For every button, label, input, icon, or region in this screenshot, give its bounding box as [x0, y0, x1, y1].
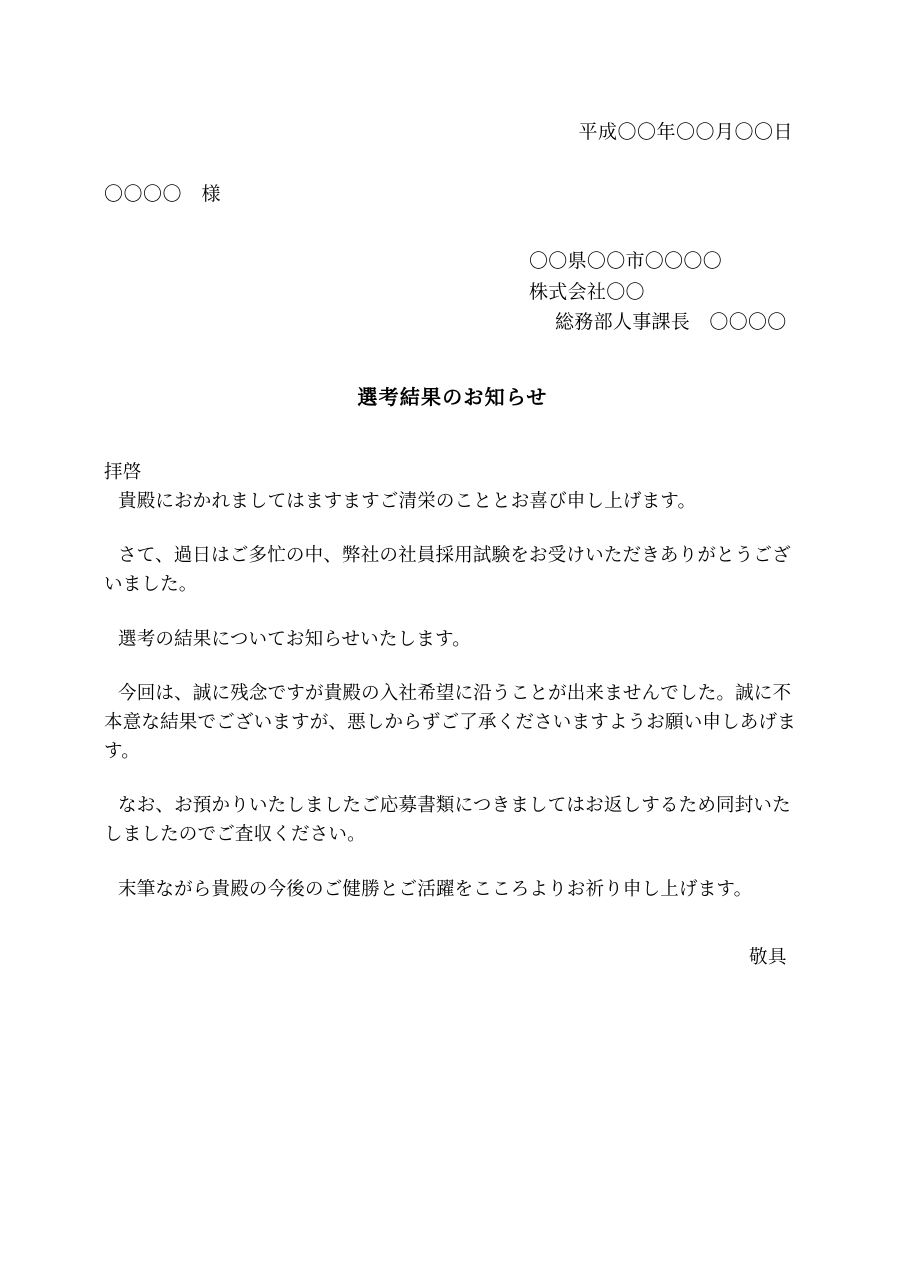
- body-paragraph-2: さて、過日はご多忙の中、弊社の社員採用試験をお受けいただきありがとうございました。: [104, 544, 791, 595]
- body-paragraph-5: なお、お預かりいたしましたご応募書類につきましてはお返しするため同封いたしましたのでご査収ください。: [104, 794, 791, 845]
- closing-word: 敬具: [748, 946, 787, 968]
- body-paragraph-3: 選考の結果についてお知らせいたします。: [118, 627, 471, 649]
- sender-company: 株式会社〇〇: [529, 281, 645, 303]
- addressee-line: 〇〇〇〇 様: [104, 184, 222, 206]
- body-paragraph-4: 今回は、誠に残念ですが貴殿の入社希望に沿うことが出来ませんでした。誠に不本意な結果でございますが、悪しからずご了承くださいますようお願い申しあげます。: [104, 682, 796, 761]
- date-line: 平成〇〇年〇〇月〇〇日: [578, 122, 793, 143]
- sender-person: 総務部人事課長 〇〇〇〇: [555, 312, 787, 334]
- salutation: 拝啓: [104, 461, 142, 483]
- body-paragraph-1: 貴殿におかれましてはますますご清栄のこととお喜び申し上げます。: [118, 489, 697, 511]
- letter-body: [104, 458, 801, 972]
- sender-address: 〇〇県〇〇市〇〇〇〇: [529, 250, 723, 272]
- document-title: 選考結果のお知らせ: [357, 387, 548, 410]
- body-paragraph-6: 末筆ながら貴殿の今後のご健勝とご活躍をこころよりお祈り申し上げます。: [118, 877, 753, 899]
- sender-block: [104, 247, 801, 339]
